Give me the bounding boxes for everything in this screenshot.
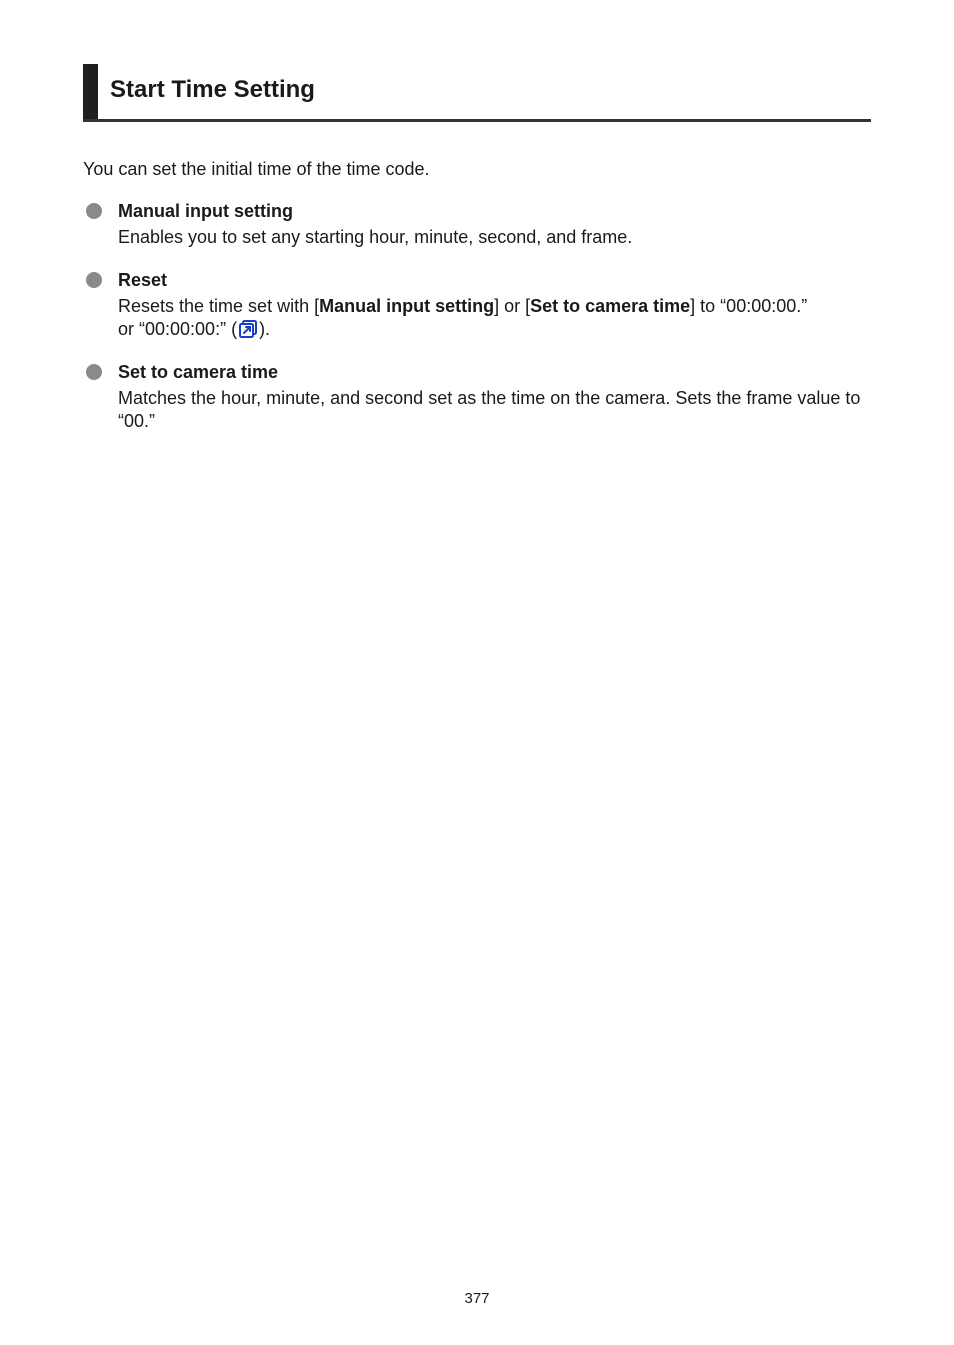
item-title: Reset [118, 270, 168, 290]
cross-reference-icon[interactable] [238, 319, 258, 339]
desc-text: or “00:00:00:” ( [118, 319, 238, 339]
page-title: Start Time Setting [110, 76, 315, 103]
menu-ref-manual-input: Manual input setting [319, 296, 495, 316]
item-description [118, 295, 863, 341]
header-accent-bar [83, 64, 98, 119]
desc-text: ] to “00:00:00.” [690, 296, 808, 316]
item-description: Matches the hour, minute, and second set as the time on the camera. Sets the frame value to “00.” [118, 388, 861, 431]
menu-ref-set-to-camera-time: Set to camera time [530, 296, 691, 316]
bullet-icon [86, 272, 102, 288]
bullet-icon [86, 364, 102, 380]
item-title: Manual input setting [118, 201, 293, 221]
bullet-icon [86, 203, 102, 219]
item-title: Set to camera time [118, 362, 279, 382]
intro-text: You can set the initial time of the time code. [83, 159, 430, 179]
desc-text: ). [259, 319, 271, 339]
item-description: Enables you to set any starting hour, minute, second, and frame. [118, 227, 633, 247]
desc-text: Resets the time set with [ [118, 296, 320, 316]
section-header [83, 64, 871, 122]
desc-text: ] or [ [494, 296, 531, 316]
page-number: 377 [464, 1290, 490, 1307]
